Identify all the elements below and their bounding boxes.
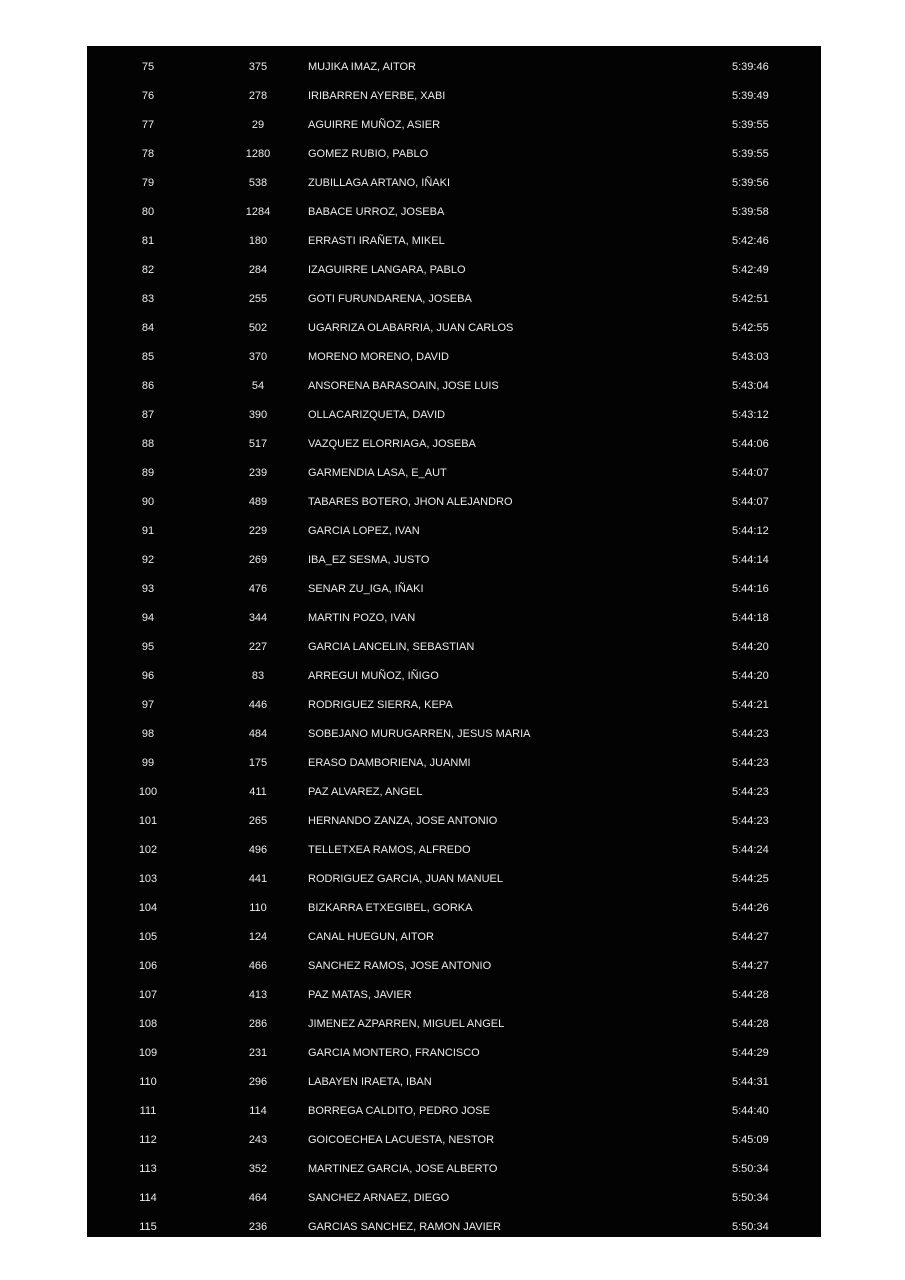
finish-time-cell: 5:42:46	[732, 235, 769, 247]
table-row	[87, 1213, 821, 1237]
table-row	[87, 749, 821, 778]
finish-time-cell: 5:44:18	[732, 612, 769, 624]
table-row	[87, 343, 821, 372]
position-cell: 106	[138, 960, 158, 972]
bib-number-cell: 446	[248, 699, 268, 711]
runner-name-cell: TELLETXEA RAMOS, ALFREDO	[308, 844, 471, 856]
runner-name-cell: LABAYEN IRAETA, IBAN	[308, 1076, 432, 1088]
bib-number-cell: 296	[248, 1076, 268, 1088]
bib-number-cell: 464	[248, 1192, 268, 1204]
finish-time-cell: 5:39:55	[732, 148, 769, 160]
bib-number-cell: 489	[248, 496, 268, 508]
bib-number-cell: 441	[248, 873, 268, 885]
table-row	[87, 1010, 821, 1039]
results-table	[87, 46, 821, 1237]
runner-name-cell: GOMEZ RUBIO, PABLO	[308, 148, 429, 160]
runner-name-cell: SANCHEZ RAMOS, JOSE ANTONIO	[308, 960, 492, 972]
position-cell: 77	[141, 119, 155, 131]
table-row	[87, 256, 821, 285]
finish-time-cell: 5:50:34	[732, 1163, 769, 1175]
finish-time-cell: 5:50:34	[732, 1192, 769, 1204]
table-row	[87, 981, 821, 1010]
bib-number-cell: 1284	[245, 206, 271, 218]
bib-number-cell: 278	[248, 90, 268, 102]
table-row	[87, 1126, 821, 1155]
finish-time-cell: 5:44:26	[732, 902, 769, 914]
table-row	[87, 865, 821, 894]
table-row	[87, 923, 821, 952]
finish-time-cell: 5:43:12	[732, 409, 769, 421]
finish-time-cell: 5:39:56	[732, 177, 769, 189]
table-row	[87, 517, 821, 546]
position-cell: 79	[141, 177, 155, 189]
finish-time-cell: 5:39:58	[732, 206, 769, 218]
bib-number-cell: 269	[248, 554, 268, 566]
table-row	[87, 401, 821, 430]
bib-number-cell: 236	[248, 1221, 268, 1233]
runner-name-cell: RODRIGUEZ SIERRA, KEPA	[308, 699, 453, 711]
table-row	[87, 459, 821, 488]
position-cell: 93	[141, 583, 155, 595]
table-row	[87, 140, 821, 169]
table-row	[87, 314, 821, 343]
finish-time-cell: 5:44:07	[732, 496, 769, 508]
runner-name-cell: GOTI FURUNDARENA, JOSEBA	[308, 293, 472, 305]
finish-time-cell: 5:44:23	[732, 728, 769, 740]
runner-name-cell: IZAGUIRRE LANGARA, PABLO	[308, 264, 466, 276]
position-cell: 95	[141, 641, 155, 653]
finish-time-cell: 5:44:28	[732, 1018, 769, 1030]
position-cell: 108	[138, 1018, 158, 1030]
table-row	[87, 372, 821, 401]
runner-name-cell: OLLACARIZQUETA, DAVID	[308, 409, 446, 421]
position-cell: 86	[141, 380, 155, 392]
runner-name-cell: GOICOECHEA LACUESTA, NESTOR	[308, 1134, 495, 1146]
finish-time-cell: 5:42:49	[732, 264, 769, 276]
runner-name-cell: BABACE URROZ, JOSEBA	[308, 206, 445, 218]
bib-number-cell: 239	[248, 467, 268, 479]
position-cell: 114	[139, 1192, 157, 1204]
position-cell: 113	[139, 1163, 157, 1175]
finish-time-cell: 5:44:40	[732, 1105, 769, 1117]
results-rows	[87, 53, 821, 1237]
finish-time-cell: 5:44:16	[732, 583, 769, 595]
position-cell: 81	[141, 235, 155, 247]
table-row	[87, 82, 821, 111]
position-cell: 111	[139, 1105, 157, 1117]
runner-name-cell: BORREGA CALDITO, PEDRO JOSE	[308, 1105, 490, 1117]
bib-number-cell: 413	[248, 989, 268, 1001]
bib-number-cell: 175	[248, 757, 268, 769]
bib-number-cell: 227	[248, 641, 268, 653]
table-row	[87, 720, 821, 749]
position-cell: 103	[138, 873, 158, 885]
bib-number-cell: 344	[248, 612, 268, 624]
runner-name-cell: MUJIKA IMAZ, AITOR	[308, 61, 416, 73]
table-row	[87, 778, 821, 807]
table-row	[87, 807, 821, 836]
table-row	[87, 575, 821, 604]
runner-name-cell: MORENO MORENO, DAVID	[308, 351, 449, 363]
runner-name-cell: VAZQUEZ ELORRIAGA, JOSEBA	[308, 438, 476, 450]
finish-time-cell: 5:44:24	[732, 844, 769, 856]
bib-number-cell: 370	[248, 351, 268, 363]
table-row	[87, 604, 821, 633]
position-cell: 99	[141, 757, 155, 769]
finish-time-cell: 5:44:20	[732, 670, 769, 682]
runner-name-cell: PAZ MATAS, JAVIER	[308, 989, 412, 1001]
bib-number-cell: 54	[251, 380, 265, 392]
runner-name-cell: IRIBARREN AYERBE, XABI	[308, 90, 446, 102]
finish-time-cell: 5:50:34	[732, 1221, 769, 1233]
runner-name-cell: MARTINEZ GARCIA, JOSE ALBERTO	[308, 1163, 498, 1175]
table-row	[87, 285, 821, 314]
finish-time-cell: 5:44:29	[732, 1047, 769, 1059]
bib-number-cell: 265	[248, 815, 268, 827]
bib-number-cell: 29	[251, 119, 265, 131]
bib-number-cell: 502	[248, 322, 268, 334]
finish-time-cell: 5:44:27	[732, 960, 769, 972]
bib-number-cell: 484	[248, 728, 268, 740]
finish-time-cell: 5:44:21	[732, 699, 769, 711]
finish-time-cell: 5:39:49	[732, 90, 769, 102]
table-row	[87, 1039, 821, 1068]
finish-time-cell: 5:44:23	[732, 786, 769, 798]
position-cell: 109	[138, 1047, 158, 1059]
table-row	[87, 198, 821, 227]
runner-name-cell: MARTIN POZO, IVAN	[308, 612, 416, 624]
table-row	[87, 1097, 821, 1126]
table-row	[87, 1068, 821, 1097]
table-row	[87, 1184, 821, 1213]
bib-number-cell: 476	[248, 583, 268, 595]
finish-time-cell: 5:42:55	[732, 322, 769, 334]
table-row	[87, 894, 821, 923]
position-cell: 82	[141, 264, 155, 276]
runner-name-cell: GARCIA LANCELIN, SEBASTIAN	[308, 641, 475, 653]
finish-time-cell: 5:44:23	[732, 815, 769, 827]
table-row	[87, 227, 821, 256]
bib-number-cell: 124	[248, 931, 268, 943]
finish-time-cell: 5:44:25	[732, 873, 769, 885]
table-row	[87, 1155, 821, 1184]
table-row	[87, 633, 821, 662]
runner-name-cell: ERASO DAMBORIENA, JUANMI	[308, 757, 471, 769]
bib-number-cell: 496	[248, 844, 268, 856]
table-row	[87, 546, 821, 575]
position-cell: 87	[141, 409, 155, 421]
table-row	[87, 488, 821, 517]
runner-name-cell: UGARRIZA OLABARRIA, JUAN CARLOS	[308, 322, 514, 334]
finish-time-cell: 5:44:20	[732, 641, 769, 653]
runner-name-cell: IBA_EZ SESMA, JUSTO	[308, 554, 430, 566]
table-row	[87, 169, 821, 198]
position-cell: 89	[141, 467, 155, 479]
position-cell: 101	[138, 815, 158, 827]
position-cell: 80	[141, 206, 155, 218]
bib-number-cell: 375	[248, 61, 268, 73]
position-cell: 107	[138, 989, 158, 1001]
position-cell: 102	[138, 844, 158, 856]
runner-name-cell: ERRASTI IRAÑETA, MIKEL	[308, 235, 445, 247]
finish-time-cell: 5:44:31	[732, 1076, 769, 1088]
bib-number-cell: 110	[249, 902, 267, 914]
bib-number-cell: 284	[248, 264, 268, 276]
finish-time-cell: 5:39:55	[732, 119, 769, 131]
runner-name-cell: ZUBILLAGA ARTANO, IÑAKI	[308, 177, 451, 189]
finish-time-cell: 5:44:14	[732, 554, 769, 566]
runner-name-cell: RODRIGUEZ GARCIA, JUAN MANUEL	[308, 873, 503, 885]
bib-number-cell: 83	[251, 670, 265, 682]
runner-name-cell: SENAR ZU_IGA, IÑAKI	[308, 583, 424, 595]
bib-number-cell: 229	[248, 525, 268, 537]
runner-name-cell: HERNANDO ZANZA, JOSE ANTONIO	[308, 815, 498, 827]
position-cell: 105	[138, 931, 158, 943]
table-row	[87, 952, 821, 981]
bib-number-cell: 411	[249, 786, 267, 798]
bib-number-cell: 538	[248, 177, 268, 189]
finish-time-cell: 5:43:04	[732, 380, 769, 392]
runner-name-cell: TABARES BOTERO, JHON ALEJANDRO	[308, 496, 513, 508]
finish-time-cell: 5:44:06	[732, 438, 769, 450]
position-cell: 84	[141, 322, 155, 334]
position-cell: 78	[141, 148, 155, 160]
bib-number-cell: 466	[248, 960, 268, 972]
bib-number-cell: 243	[248, 1134, 268, 1146]
position-cell: 92	[141, 554, 155, 566]
runner-name-cell: GARCIA MONTERO, FRANCISCO	[308, 1047, 480, 1059]
finish-time-cell: 5:44:27	[732, 931, 769, 943]
bib-number-cell: 1280	[245, 148, 271, 160]
position-cell: 98	[141, 728, 155, 740]
runner-name-cell: AGUIRRE MUÑOZ, ASIER	[308, 119, 441, 131]
table-row	[87, 691, 821, 720]
runner-name-cell: JIMENEZ AZPARREN, MIGUEL ANGEL	[308, 1018, 505, 1030]
position-cell: 94	[141, 612, 155, 624]
runner-name-cell: ARREGUI MUÑOZ, IÑIGO	[308, 670, 439, 682]
position-cell: 96	[141, 670, 155, 682]
finish-time-cell: 5:44:28	[732, 989, 769, 1001]
finish-time-cell: 5:43:03	[732, 351, 769, 363]
finish-time-cell: 5:44:12	[732, 525, 769, 537]
runner-name-cell: SANCHEZ ARNAEZ, DIEGO	[308, 1192, 450, 1204]
runner-name-cell: SOBEJANO MURUGARREN, JESUS MARIA	[308, 728, 531, 740]
bib-number-cell: 231	[248, 1047, 268, 1059]
finish-time-cell: 5:42:51	[732, 293, 769, 305]
finish-time-cell: 5:44:23	[732, 757, 769, 769]
position-cell: 75	[141, 61, 155, 73]
table-row	[87, 836, 821, 865]
bib-number-cell: 180	[248, 235, 268, 247]
table-row	[87, 111, 821, 140]
position-cell: 85	[141, 351, 155, 363]
bib-number-cell: 352	[248, 1163, 268, 1175]
runner-name-cell: GARCIAS SANCHEZ, RAMON JAVIER	[308, 1221, 501, 1233]
runner-name-cell: BIZKARRA ETXEGIBEL, GORKA	[308, 902, 473, 914]
table-row	[87, 53, 821, 82]
position-cell: 76	[141, 90, 155, 102]
position-cell: 83	[141, 293, 155, 305]
bib-number-cell: 390	[248, 409, 268, 421]
position-cell: 104	[138, 902, 158, 914]
runner-name-cell: CANAL HUEGUN, AITOR	[308, 931, 434, 943]
bib-number-cell: 255	[248, 293, 268, 305]
position-cell: 100	[138, 786, 158, 798]
table-row	[87, 430, 821, 459]
runner-name-cell: PAZ ALVAREZ, ANGEL	[308, 786, 423, 798]
runner-name-cell: GARMENDIA LASA, E_AUT	[308, 467, 447, 479]
position-cell: 90	[141, 496, 155, 508]
position-cell: 112	[139, 1134, 157, 1146]
finish-time-cell: 5:39:46	[732, 61, 769, 73]
bib-number-cell: 286	[248, 1018, 268, 1030]
position-cell: 97	[141, 699, 155, 711]
finish-time-cell: 5:45:09	[732, 1134, 769, 1146]
runner-name-cell: GARCIA LOPEZ, IVAN	[308, 525, 420, 537]
position-cell: 110	[139, 1076, 157, 1088]
bib-number-cell: 517	[248, 438, 268, 450]
position-cell: 88	[141, 438, 155, 450]
position-cell: 115	[139, 1221, 157, 1233]
position-cell: 91	[141, 525, 155, 537]
table-row	[87, 662, 821, 691]
finish-time-cell: 5:44:07	[732, 467, 769, 479]
bib-number-cell: 114	[249, 1105, 267, 1117]
runner-name-cell: ANSORENA BARASOAIN, JOSE LUIS	[308, 380, 499, 392]
